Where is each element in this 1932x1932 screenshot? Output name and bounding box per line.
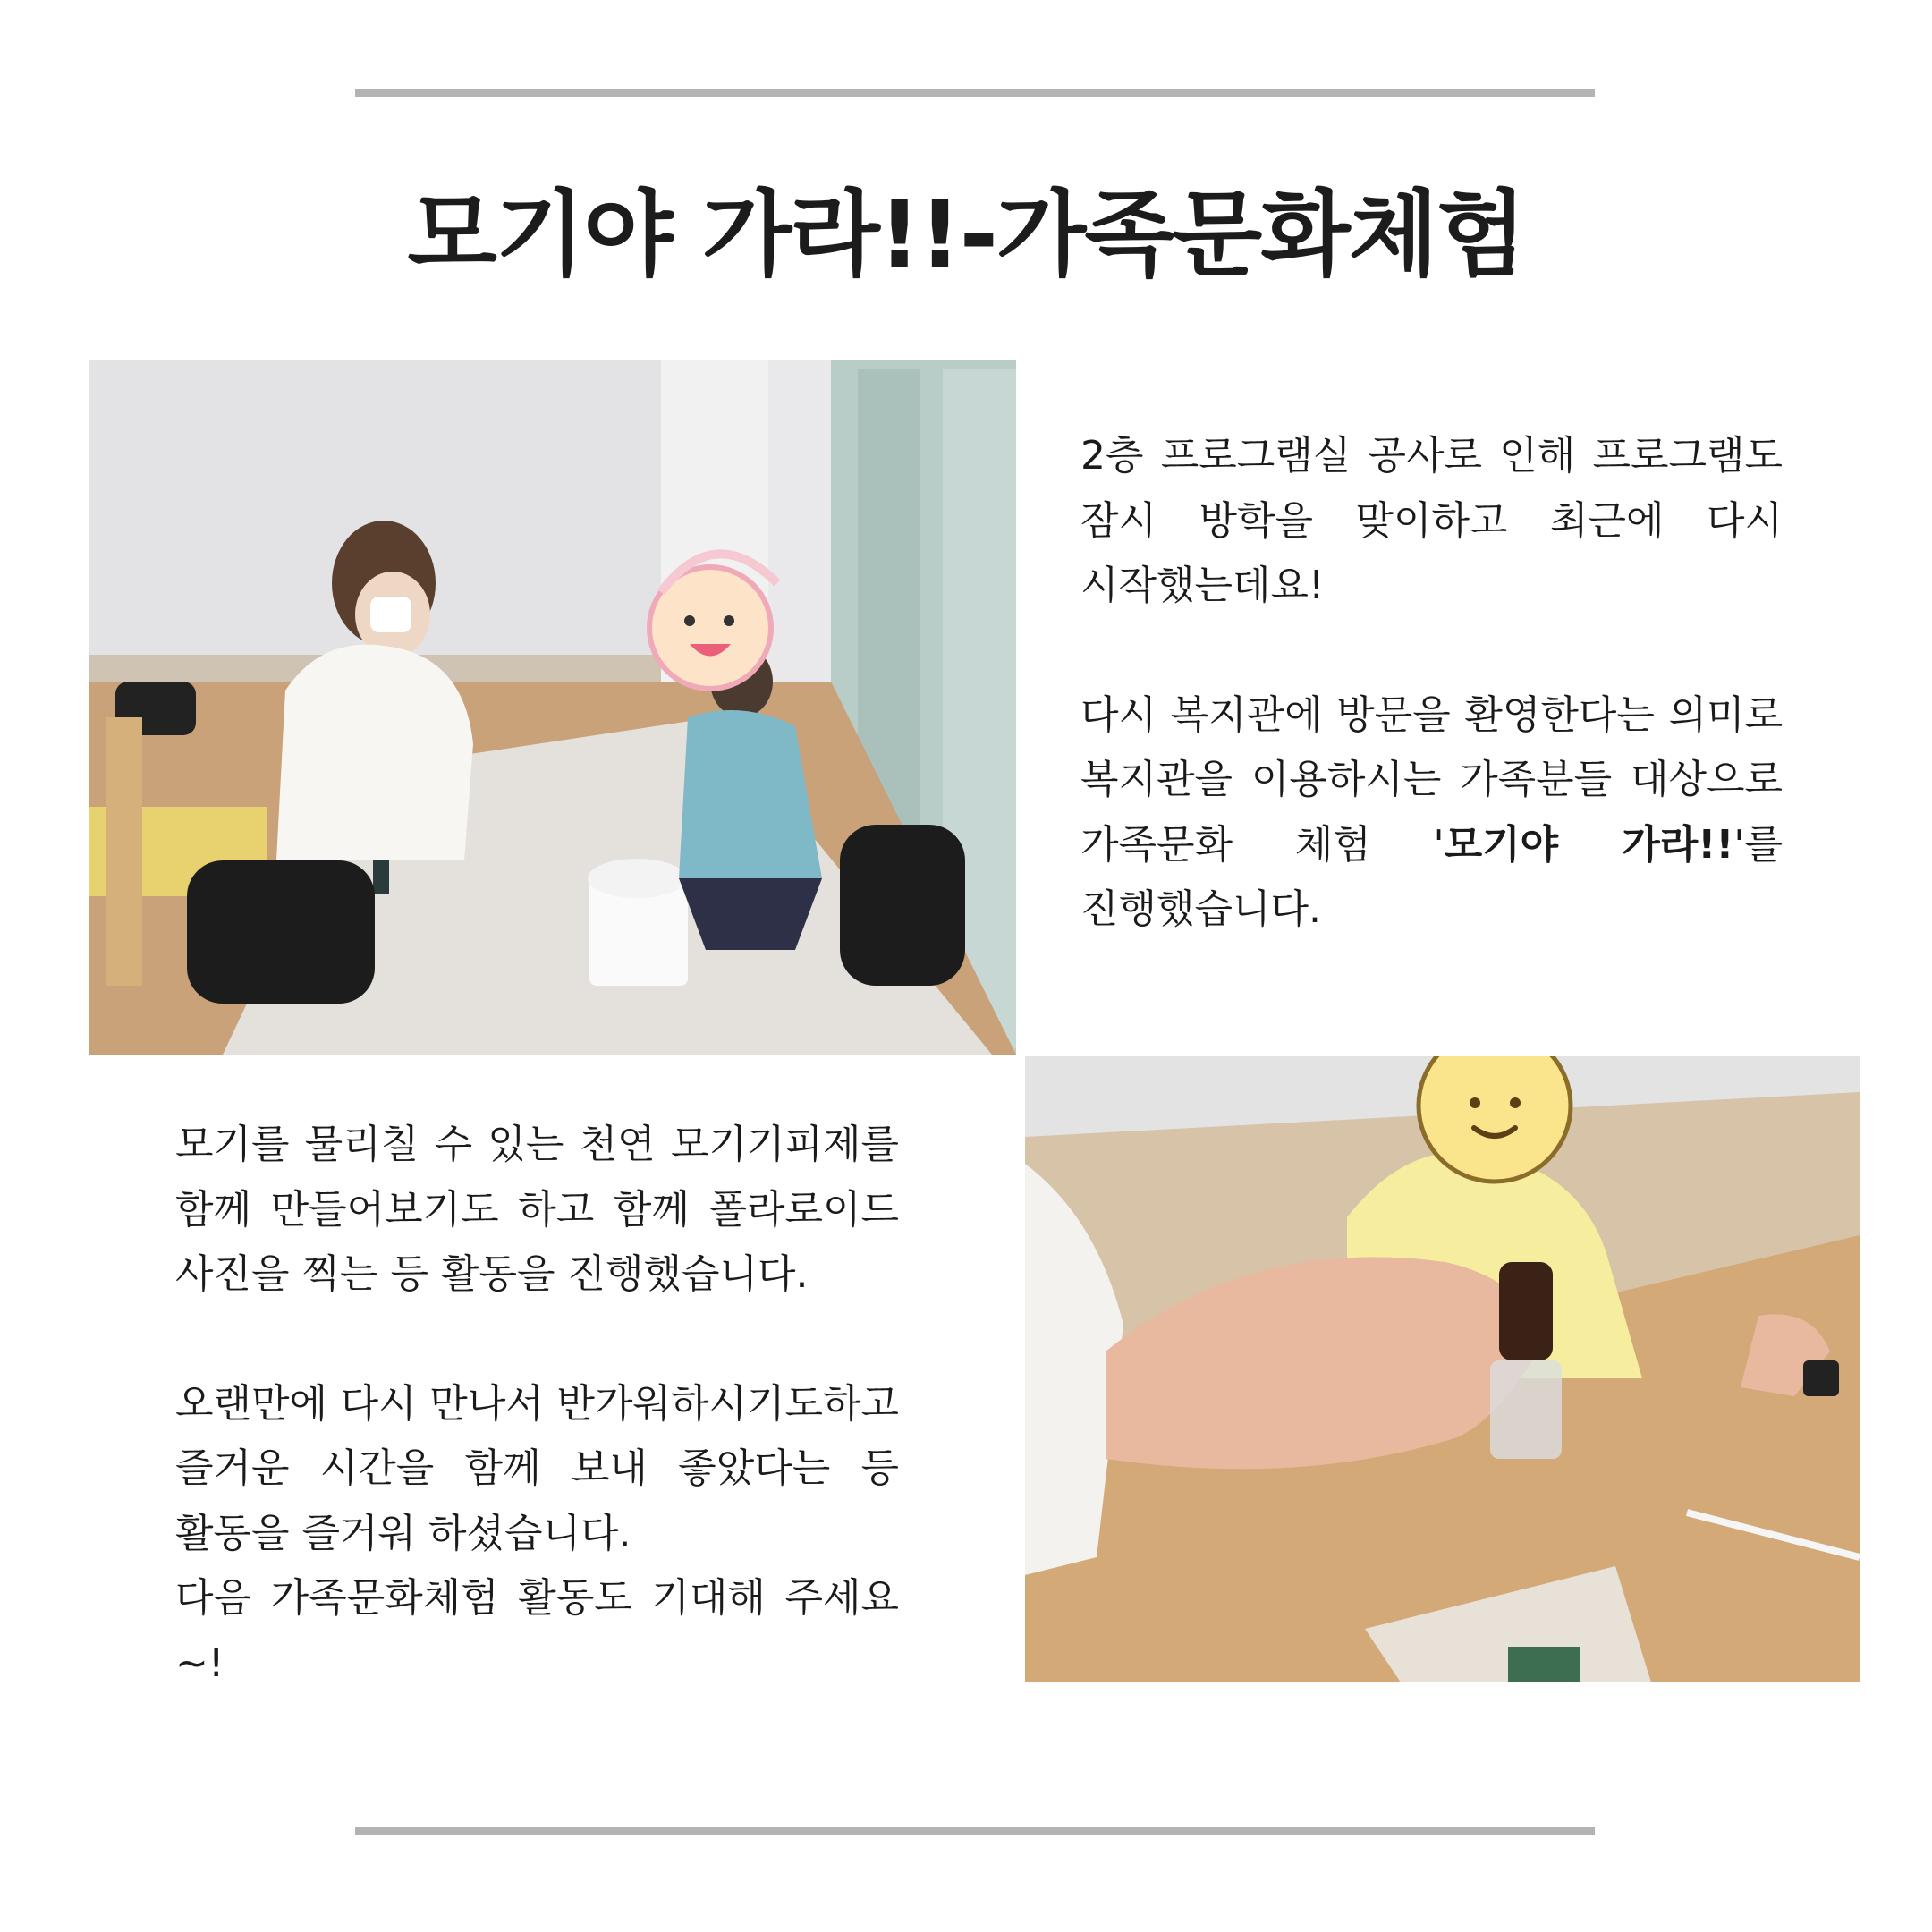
activity-paragraph-1: 모기를 물리칠 수 있는 천연 모기기피제를 함께 만들어보기도 하고 함께 폴라로이드 사진을 찍는 등 활동을 진행했습니다. bbox=[175, 1122, 899, 1297]
intro-text bbox=[1080, 424, 1783, 943]
activity-text bbox=[175, 1113, 899, 1696]
event-name-emphasis: 모기야 가라!! bbox=[1444, 821, 1734, 868]
intro-paragraph-2 bbox=[1080, 683, 1783, 943]
intro-paragraph-1: 2층 프로그램실 공사로 인해 프로그램도 잠시 방학을 맞이하고 최근에 다시 시작했는데요! bbox=[1080, 433, 1783, 608]
intro-text-before: 다시 복지관에 방문을 환영한다는 의미로 복지관을 이용하시는 가족분들 대상으로 가족문화 체험 ' bbox=[1080, 691, 1783, 868]
page-title: 모기야 가라!!-가족문화체험 bbox=[407, 180, 1525, 289]
intro-text-after: '를 진행했습니다. bbox=[1080, 821, 1783, 932]
activity-photo-closeup bbox=[1025, 1056, 1860, 1682]
bottom-divider bbox=[355, 1827, 1595, 1835]
activity-paragraph-3: 다음 가족문화체험 활동도 기대해 주세요~! bbox=[175, 1575, 899, 1686]
activity-photo-room bbox=[89, 360, 1016, 1055]
activity-paragraph-2: 오랜만에 다시 만나서 반가워하시기도하고 즐거운 시간을 함께 보내 좋았다는 등 활동을 즐거워 하셨습니다. bbox=[175, 1380, 899, 1556]
top-divider bbox=[355, 89, 1595, 97]
